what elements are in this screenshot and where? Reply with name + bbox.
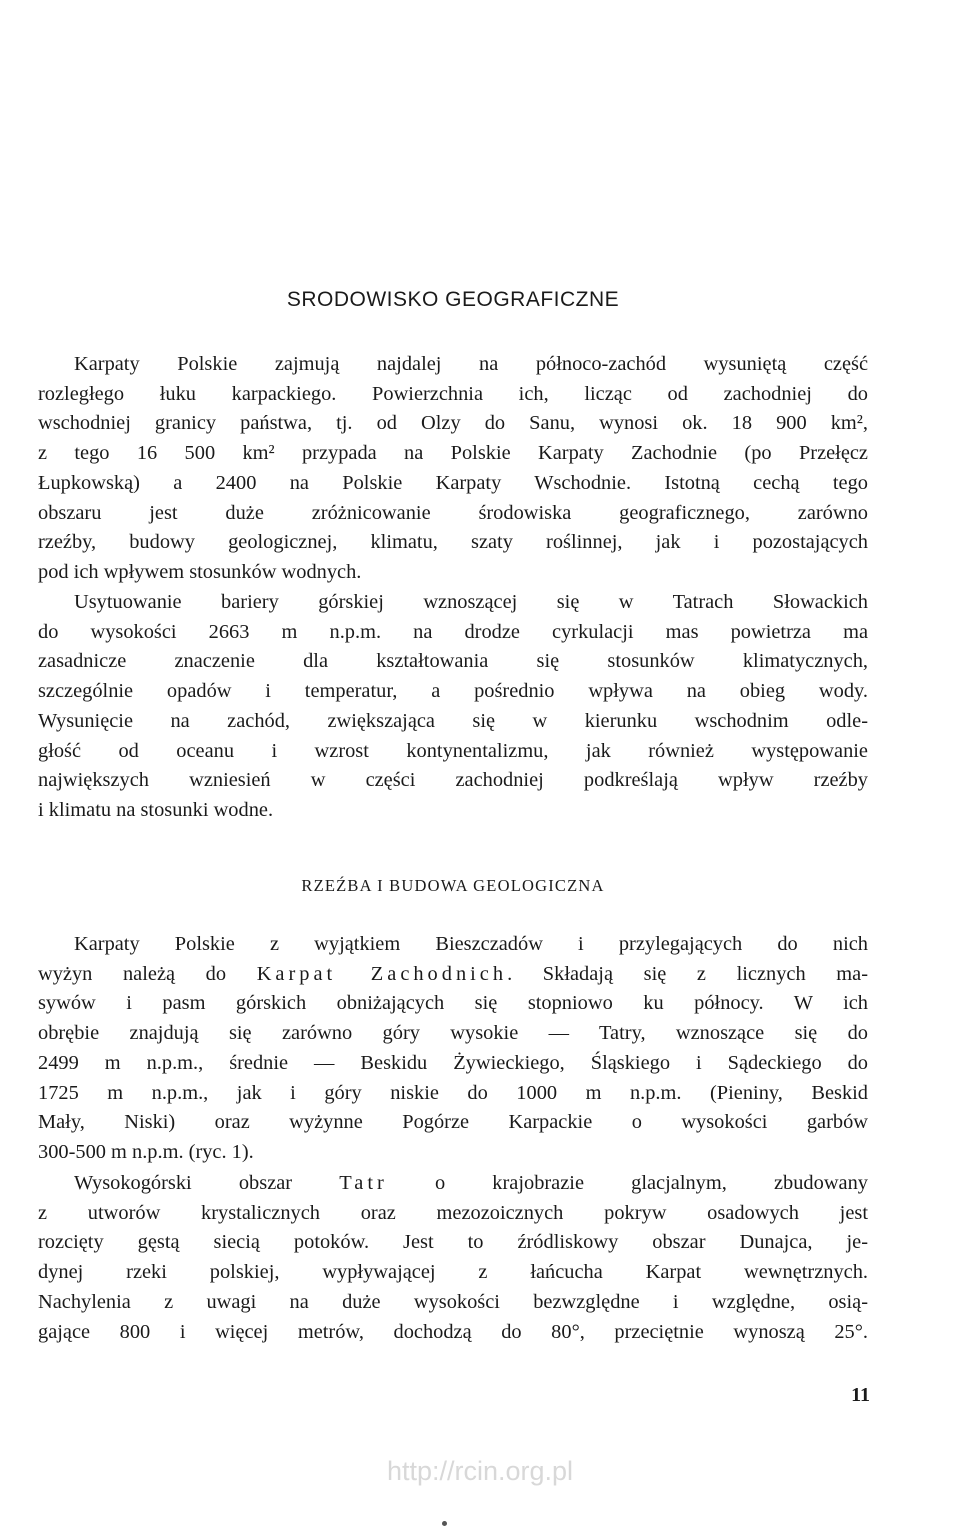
text-fragment: . Składają się z licznych ma- <box>507 962 868 985</box>
text-line: rozległego łuku karpackiego. Powierzchnia ich, licząc od zachodniej do <box>38 382 868 405</box>
text-line: 300-500 m n.p.m. (ryc. 1). <box>38 1140 254 1163</box>
text-line: Wysunięcie na zachód, zwiększająca się w kierunku wschodnim odle- <box>38 709 868 732</box>
text-fragment: wyżyn należą do <box>38 962 257 985</box>
document-page <box>38 0 868 1530</box>
paragraph-tatry <box>38 1169 868 1347</box>
text-line: i klimatu na stosunki wodne. <box>38 798 274 821</box>
text-line: 2499 m n.p.m., średnie — Beskidu Żywieckiego, Śląskiego i Sądeckiego do <box>38 1051 868 1074</box>
text-line: obrębie znajdują się zarówno góry wysokie — Tatry, wznoszące się do <box>38 1022 868 1045</box>
text-line: do wysokości 2663 m n.p.m. na drodze cyrkulacji mas powietrza ma <box>38 620 868 643</box>
section-heading: RZEŹBA I BUDOWA GEOLOGICZNA <box>301 876 605 895</box>
text-line: głość od oceanu i wzrost kontynentalizmu, jak również występowanie <box>38 739 868 762</box>
text-line <box>38 1169 868 1199</box>
text-line: szczególnie opadów i temperatur, a pośrednio wpływa na obieg wody. <box>38 680 868 703</box>
text-fragment: Wysokogórski obszar <box>74 1172 340 1194</box>
text-line: rozcięty gęstą siecią potoków. Jest to źródliskowy obszar Dunajca, je- <box>38 1231 868 1254</box>
text-line: Nachylenia z uwagi na duże wysokości bezwzględne i względne, osią- <box>38 1290 868 1313</box>
page-number: 11 <box>851 1384 870 1406</box>
chapter-title: SRODOWISKO GEOGRAFICZNE <box>286 288 620 311</box>
text-line: obszaru jest duże zróżnicowanie środowiska geograficznego, zarówno <box>38 501 868 524</box>
text-fragment: o krajobrazie glacjalnym, zbudowany <box>387 1172 868 1194</box>
text-line: Usytuowanie bariery górskiej wznoszącej się w Tatrach Słowackich <box>74 591 868 613</box>
text-line: Łupkowską) a 2400 na Polskie Karpaty Wschodnie. Istotną cechą tego <box>38 471 868 494</box>
text-line: z tego 16 500 km² przypada na Polskie Karpaty Zachodnie (po Przełęcz <box>38 442 868 465</box>
text-line <box>38 960 868 990</box>
text-line: wschodniej granicy państwa, tj. od Olzy do Sanu, wynosi ok. 18 900 km², <box>38 412 868 435</box>
text-line: największych wzniesień w części zachodniej podkreślają wpływ rzeźby <box>38 769 868 792</box>
text-line: sywów i pasm górskich obniżających się stopniowo ku północy. W ich <box>38 992 868 1015</box>
text-line: zasadnicze znaczenie dla kształtowania się stosunków klimatycznych, <box>38 650 868 673</box>
paragraph-intro <box>38 350 868 588</box>
scan-speck <box>442 1521 447 1526</box>
spaced-emphasis: Karpat Zachodnich <box>256 962 508 985</box>
paragraph-relief <box>38 930 868 1168</box>
text-line: 1725 m n.p.m., jak i góry niskie do 1000 m n.p.m. (Pieniny, Beskid <box>38 1081 868 1104</box>
text-line: gające 800 i więcej metrów, dochodzą do 80°, przeciętnie wynoszą 25°. <box>38 1320 868 1343</box>
text-line: dynej rzeki polskiej, wypływającej z łańcucha Karpat wewnętrznych. <box>38 1261 868 1284</box>
spaced-emphasis: Tatr <box>339 1172 388 1194</box>
text-line: rzeźby, budowy geologicznej, klimatu, szaty roślinnej, jak i pozostających <box>38 531 868 554</box>
text-line: Mały, Niski) oraz wyżynne Pogórze Karpackie o wysokości garbów <box>38 1111 868 1134</box>
watermark-url: http://rcin.org.pl <box>386 1456 574 1486</box>
text-line: pod ich wpływem stosunków wodnych. <box>38 560 362 583</box>
text-line: z utworów krystalicznych oraz mezozoicznych pokryw osadowych jest <box>38 1201 868 1224</box>
text-line: Karpaty Polskie z wyjątkiem Bieszczadów i przylegających do nich <box>74 933 868 955</box>
paragraph-climate <box>38 588 868 826</box>
text-line: Karpaty Polskie zajmują najdalej na północo-zachód wysuniętą część <box>74 353 868 375</box>
